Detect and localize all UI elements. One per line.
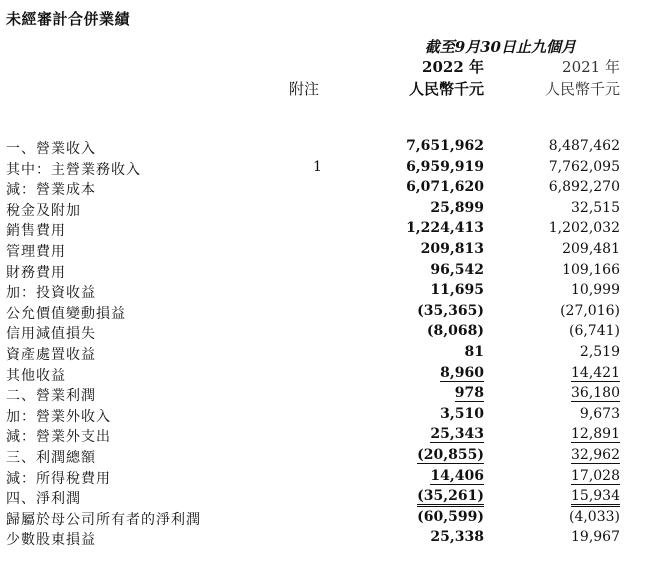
table-row <box>0 446 660 467</box>
row-label: 加：營業外收入 <box>6 408 111 425</box>
table-row <box>0 240 660 261</box>
value-2021: 36,180 <box>571 385 620 402</box>
row-note: 1 <box>313 158 322 175</box>
row-label: 資產處置收益 <box>6 346 96 363</box>
row-label: 其中：主營業務收入 <box>6 161 141 178</box>
row-label: 少數股東損益 <box>6 532 96 549</box>
value-2021: 19,967 <box>571 529 620 546</box>
table-row <box>0 219 660 240</box>
table-row <box>0 199 660 220</box>
table-row <box>0 322 660 343</box>
row-label: 歸屬於母公司所有者的淨利潤 <box>6 511 201 528</box>
document-title: 未經審計合併業績 <box>6 10 131 28</box>
value-2021: 10,999 <box>571 282 620 299</box>
table-row <box>0 178 660 199</box>
value-2021: (6,741) <box>568 323 620 340</box>
value-2021: 6,892,270 <box>548 179 620 196</box>
value-2022: 25,338 <box>430 529 484 546</box>
row-label: 二、營業利潤 <box>6 388 96 405</box>
table-row <box>0 425 660 446</box>
value-2022: 11,695 <box>430 282 484 299</box>
value-2022: 978 <box>454 385 484 402</box>
row-label: 信用減值損失 <box>6 326 96 343</box>
col-2022-year: 2022 年 <box>422 58 484 76</box>
table-row <box>0 364 660 385</box>
table-row <box>0 487 660 508</box>
note-column-header: 附注 <box>289 80 320 98</box>
table-row <box>0 508 660 529</box>
value-2021: 32,962 <box>571 446 620 463</box>
row-label: 銷售費用 <box>6 223 66 240</box>
value-2022: (20,855) <box>417 446 484 463</box>
table-row <box>0 302 660 323</box>
value-2022: 209,813 <box>420 240 484 257</box>
value-2022: 81 <box>464 343 484 360</box>
value-2021: 1,202,032 <box>548 220 620 237</box>
value-2021: 9,673 <box>579 405 620 422</box>
value-2021: 17,028 <box>571 467 620 484</box>
table-row <box>0 467 660 488</box>
row-label: 減：所得稅費用 <box>6 470 111 487</box>
period-header: 截至9月30日止九個月 <box>424 38 576 56</box>
row-label: 三、利潤總額 <box>6 449 96 466</box>
col-2022-unit: 人民幣千元 <box>408 80 484 98</box>
value-2022: 6,959,919 <box>406 158 484 175</box>
row-label: 財務費用 <box>6 264 66 281</box>
value-2022: 7,651,962 <box>406 138 484 154</box>
row-label: 減：營業外支出 <box>6 429 111 446</box>
table-row <box>0 281 660 302</box>
table-row <box>0 528 660 549</box>
col-2021-unit: 人民幣千元 <box>544 80 620 98</box>
row-label: 一、營業收入 <box>6 141 96 157</box>
value-2022: (60,599) <box>417 508 484 525</box>
value-2021: 209,481 <box>562 240 620 257</box>
row-label: 公允價值變動損益 <box>6 305 126 322</box>
value-2021: (27,016) <box>560 302 620 319</box>
value-2022: 8,960 <box>440 364 484 381</box>
value-2021: 7,762,095 <box>548 158 620 175</box>
row-label: 管理費用 <box>6 243 66 260</box>
col-2021-year: 2021 年 <box>562 58 620 76</box>
value-2021: 109,166 <box>562 261 620 278</box>
table-row <box>0 261 660 282</box>
table-row <box>0 137 660 158</box>
value-2021: 8,487,462 <box>548 138 620 154</box>
table-row <box>0 384 660 405</box>
value-2021: 32,515 <box>571 199 620 216</box>
row-label: 稅金及附加 <box>6 202 81 219</box>
table-row <box>0 405 660 426</box>
value-2021: 15,934 <box>571 488 620 507</box>
value-2022: 3,510 <box>440 405 484 422</box>
value-2021: 12,891 <box>571 426 620 443</box>
value-2022: (8,068) <box>426 323 484 340</box>
value-2021: 14,421 <box>571 364 620 381</box>
value-2022: 1,224,413 <box>406 220 484 237</box>
value-2022: (35,365) <box>417 302 484 319</box>
value-2021: (4,033) <box>568 508 620 525</box>
row-label: 減：營業成本 <box>6 182 96 199</box>
value-2022: 25,899 <box>430 199 484 216</box>
value-2022: 25,343 <box>430 426 484 443</box>
row-label: 其他收益 <box>6 367 66 384</box>
value-2022: 6,071,620 <box>406 179 484 196</box>
row-label: 加：投資收益 <box>6 285 96 302</box>
value-2021: 2,519 <box>579 343 620 360</box>
value-2022: (35,261) <box>417 488 484 507</box>
value-2022: 14,406 <box>430 467 484 484</box>
table-row <box>0 158 660 179</box>
income-statement-table <box>0 137 660 549</box>
row-label: 四、淨利潤 <box>6 491 81 508</box>
value-2022: 96,542 <box>430 261 484 278</box>
table-row <box>0 343 660 364</box>
